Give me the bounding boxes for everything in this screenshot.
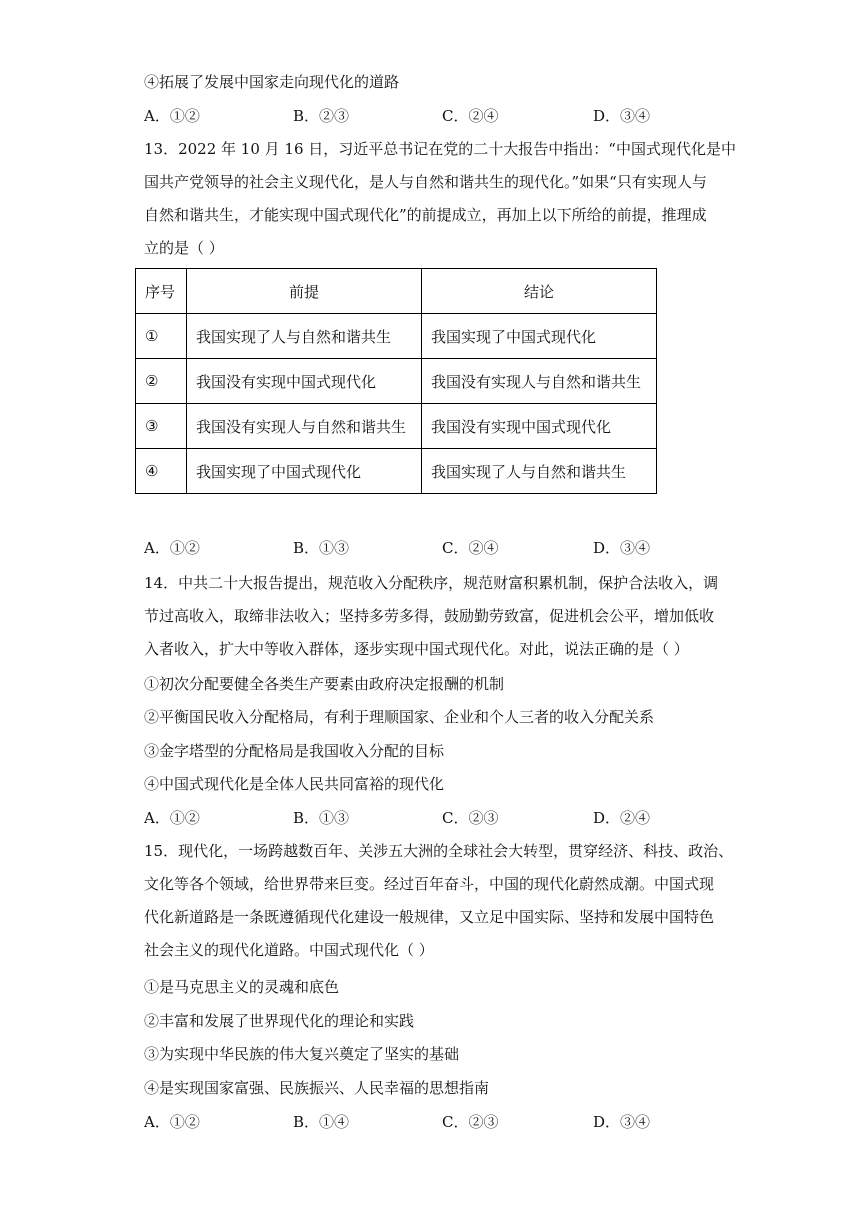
table-cell-premise: 我国没有实现人与自然和谐共生: [187, 404, 422, 449]
q13-stem: [144, 133, 736, 265]
q13-stem-line: 国共产党领导的社会主义现代化，是人与自然和谐共生的现代化。”如果“只有实现人与: [144, 173, 707, 191]
q15-stem-line: 15．现代化，一场跨越数百年、关涉五大洲的全球社会大转型，贯穿经济、科技、政治、: [144, 842, 734, 860]
table-cell-index: ③: [136, 404, 187, 449]
table-cell-premise: 我国没有实现中国式现代化: [187, 359, 422, 404]
table-row: [136, 314, 657, 359]
q14-item-3: ③金字塔型的分配格局是我国收入分配的目标: [144, 742, 445, 760]
q12-option-d: D．③④: [593, 107, 651, 125]
table-cell-conclusion: 我国没有实现中国式现代化: [422, 404, 657, 449]
q12-option-a: A．①②: [144, 107, 200, 125]
q13-stem-line: 自然和谐共生，才能实现中国式现代化”的前提成立，再加上以下所给的前提，推理成: [144, 206, 707, 224]
q12-item-4: ④拓展了发展中国家走向现代化的道路: [144, 73, 400, 91]
q14-stem-line: 节过高收入，取缔非法收入；坚持多劳多得，鼓励勤劳致富，促进机会公平，增加低收: [144, 607, 715, 625]
table-cell-index: ④: [136, 449, 187, 494]
q13-stem-line: 13．2022 年 10 月 16 日，习近平总书记在党的二十大报告中指出：“中国式现代化是中: [144, 140, 736, 158]
q15-item-4: ④是实现国家富强、民族振兴、人民幸福的思想指南: [144, 1079, 490, 1097]
table-header-premise: 前提: [187, 269, 422, 314]
table-row: [136, 449, 657, 494]
q15-options: [144, 1112, 704, 1132]
q15-stem-line: 代化新道路是一条既遵循现代化建设一般规律，又立足中国实际、坚持和发展中国特色: [144, 908, 715, 926]
q14-stem: [144, 567, 719, 666]
q12-option-c: C．②④: [442, 107, 499, 125]
q14-options: [144, 808, 704, 828]
table-header-index: 序号: [136, 269, 187, 314]
q14-stem-line: 14．中共二十大报告提出，规范收入分配秩序，规范财富积累机制，保护合法收入，调: [144, 574, 719, 592]
table-header-row: [136, 269, 657, 314]
q13-stem-line: 立的是（ ）: [144, 239, 224, 257]
table-cell-premise: 我国实现了人与自然和谐共生: [187, 314, 422, 359]
q13-premise-table: [135, 268, 657, 494]
q15-stem-line: 社会主义的现代化道路。中国式现代化（ ）: [144, 941, 434, 959]
q14-option-b: B．①③: [293, 809, 350, 827]
q13-option-a: A．①②: [144, 539, 200, 557]
q13-option-d: D．③④: [593, 539, 651, 557]
q14-option-d: D．②④: [593, 809, 651, 827]
q14-option-a: A．①②: [144, 809, 200, 827]
q15-option-a: A．①②: [144, 1113, 200, 1131]
table-header-conclusion: 结论: [422, 269, 657, 314]
q15-option-c: C．②③: [442, 1113, 499, 1131]
table-cell-conclusion: 我国实现了人与自然和谐共生: [422, 449, 657, 494]
q15-option-d: D．③④: [593, 1113, 651, 1131]
table-cell-conclusion: 我国实现了中国式现代化: [422, 314, 657, 359]
q12-options: [144, 106, 704, 126]
table-cell-premise: 我国实现了中国式现代化: [187, 449, 422, 494]
q15-stem-line: 文化等各个领域，给世界带来巨变。经过百年奋斗，中国的现代化蔚然成潮。中国式现: [144, 875, 715, 893]
q13-option-b: B．①③: [293, 539, 350, 557]
q15-item-2: ②丰富和发展了世界现代化的理论和实践: [144, 1012, 415, 1030]
q14-item-2: ②平衡国民收入分配格局，有利于理顺国家、企业和个人三者的收入分配关系: [144, 708, 655, 726]
q15-item-3: ③为实现中华民族的伟大复兴奠定了坚实的基础: [144, 1045, 460, 1063]
q14-item-4: ④中国式现代化是全体人民共同富裕的现代化: [144, 775, 445, 793]
q14-option-c: C．②③: [442, 809, 499, 827]
q15-item-1: ①是马克思主义的灵魂和底色: [144, 978, 340, 996]
table-row: [136, 359, 657, 404]
q14-stem-line: 入者收入，扩大中等收入群体，逐步实现中国式现代化。对此，说法正确的是（ ）: [144, 640, 689, 658]
q14-item-1: ①初次分配要健全各类生产要素由政府决定报酬的机制: [144, 675, 505, 693]
q13-option-c: C．②④: [442, 539, 499, 557]
q13-options: [144, 538, 704, 558]
q15-stem: [144, 835, 734, 967]
table-row: [136, 404, 657, 449]
q12-option-b: B．②③: [293, 107, 350, 125]
table-cell-conclusion: 我国没有实现人与自然和谐共生: [422, 359, 657, 404]
table-cell-index: ①: [136, 314, 187, 359]
table-cell-index: ②: [136, 359, 187, 404]
q15-option-b: B．①④: [293, 1113, 350, 1131]
